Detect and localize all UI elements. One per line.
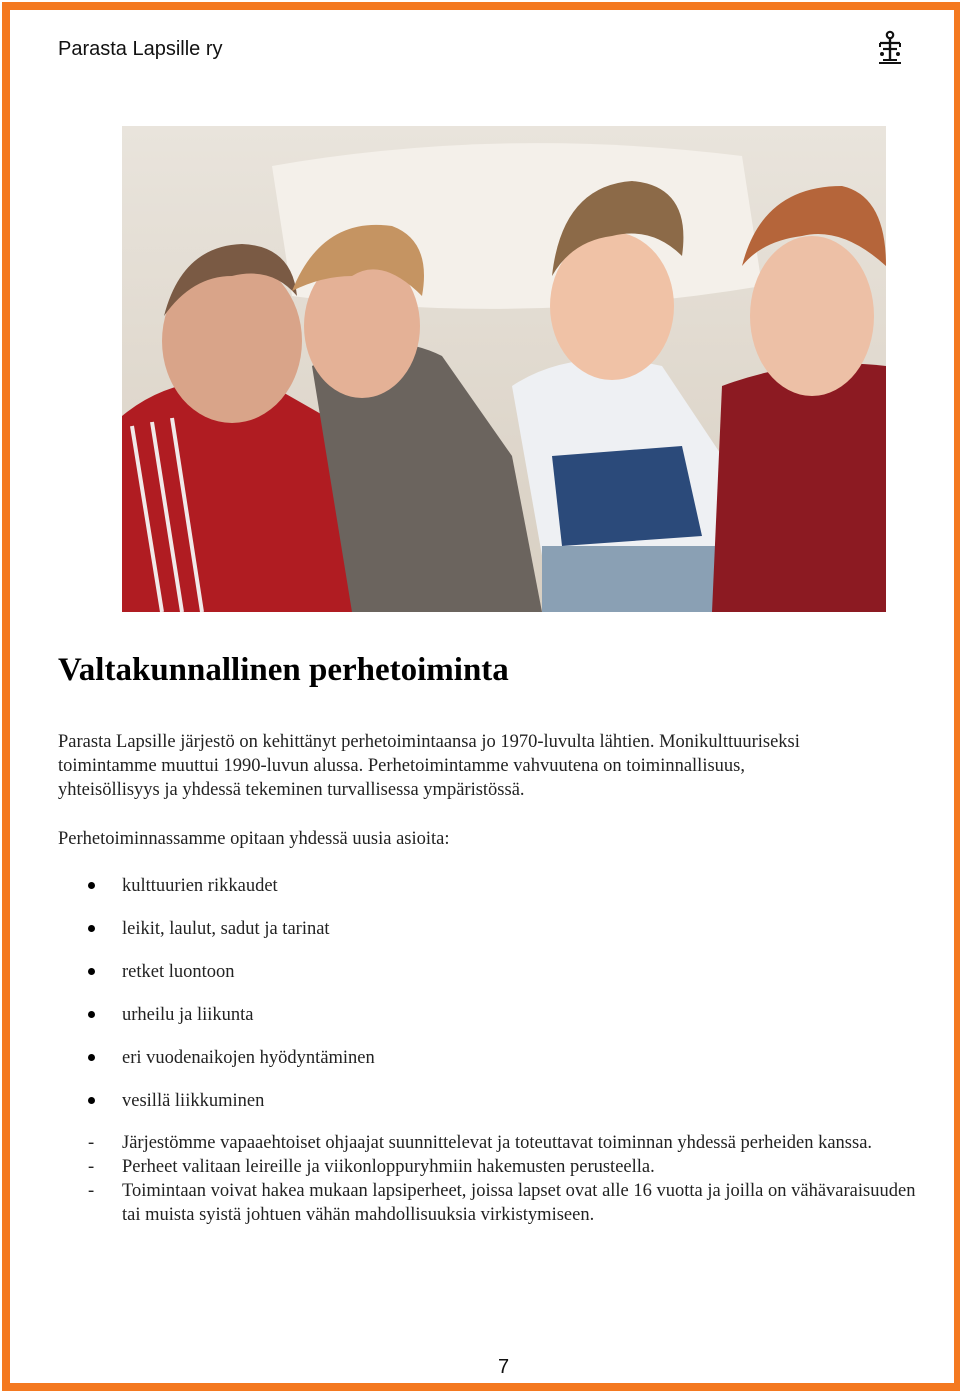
list-item-text: kulttuurien rikkaudet: [122, 876, 278, 896]
activities-list: [88, 874, 375, 1132]
list-item-text: retket luontoon: [122, 962, 235, 982]
dash-marker: -: [88, 1181, 95, 1201]
list-item: [88, 1131, 918, 1155]
dash-marker: -: [88, 1157, 95, 1177]
header-org-name: Parasta Lapsille ry: [58, 38, 223, 60]
intro-line-1: Parasta Lapsille järjestö on kehittänyt perhetoimintaansa jo 1970-luvulta lähtien. Monikulttuuriseksi: [58, 732, 800, 752]
list-item-text: Toimintaan voivat hakea mukaan lapsiperheet, joissa lapset ovat alle 16 vuotta ja joilla on vähävaraisuuden tai muista syistä johtuen vähän mahdollisuuksia virkistymiseen.: [122, 1181, 916, 1225]
intro-line-3: yhteisöllisyys ja yhdessä tekeminen turvallisessa ympäristössä.: [58, 780, 525, 800]
dash-marker: -: [88, 1133, 95, 1153]
intro-line-2: toimintamme muuttui 1990-luvun alussa. Perhetoimintamme vahvuutena on toiminnallisuus,: [58, 756, 745, 776]
list-item-text: urheilu ja liikunta: [122, 1005, 254, 1025]
list-item-text: eri vuodenaikojen hyödyntäminen: [122, 1048, 375, 1068]
list-item: [88, 1046, 375, 1089]
bullet-icon: [88, 882, 95, 889]
bullet-icon: [88, 1011, 95, 1018]
list-item-text: vesillä liikkuminen: [122, 1091, 265, 1111]
list-item-text: leikit, laulut, sadut ja tarinat: [122, 919, 330, 939]
list-item: [88, 917, 375, 960]
list-item: [88, 960, 375, 1003]
list-item: [88, 874, 375, 917]
list-item: [88, 1179, 918, 1227]
bullet-icon: [88, 968, 95, 975]
bullet-icon: [88, 1097, 95, 1104]
bullet-icon: [88, 1054, 95, 1061]
list-item: [88, 1155, 918, 1179]
list-item: [88, 1003, 375, 1046]
family-photo: [122, 126, 886, 612]
list-item-text: Perheet valitaan leireille ja viikonloppuryhmiin hakemusten perusteella.: [122, 1157, 655, 1177]
page-number: 7: [498, 1356, 510, 1378]
list-item-text: Järjestömme vapaaehtoiset ohjaajat suunnittelevat ja toteuttavat toiminnan yhdessä perheiden kanssa.: [122, 1133, 873, 1153]
page-title: Valtakunnallinen perhetoiminta: [58, 652, 509, 688]
bullet-icon: [88, 925, 95, 932]
parasta-lapsille-logo-icon: [874, 30, 906, 64]
lead-paragraph: Perhetoiminnassamme opitaan yhdessä uusia asioita:: [58, 829, 450, 849]
list-item: [88, 1089, 375, 1132]
details-list: [88, 1131, 918, 1227]
